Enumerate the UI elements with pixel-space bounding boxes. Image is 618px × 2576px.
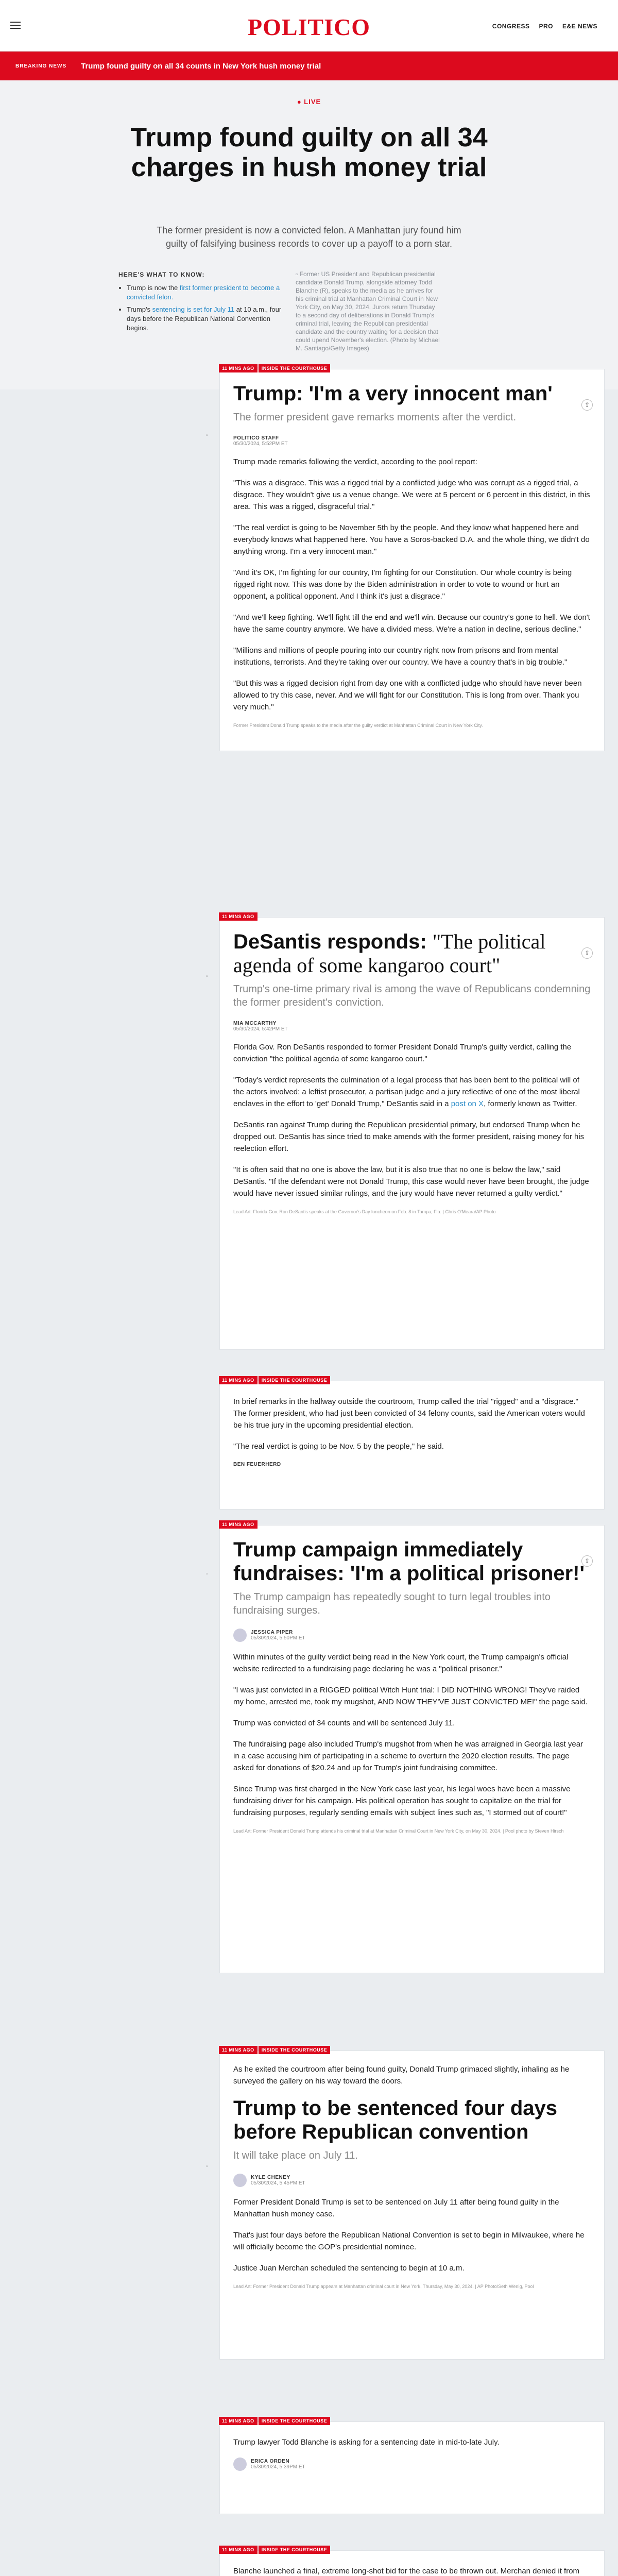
share-icon[interactable]: ⇪ xyxy=(581,399,593,411)
avatar xyxy=(233,2174,247,2187)
site-header xyxy=(0,0,618,52)
kp-link[interactable]: first former president to become a convicted felon. xyxy=(127,284,280,301)
post-date: 05/30/2024, 5:52PM ET xyxy=(233,441,288,447)
post-dek: The Trump campaign has repeatedly sought to turn legal troubles into fundraising surges. xyxy=(233,1591,551,1616)
share-icon[interactable]: ⇪ xyxy=(581,947,593,959)
post-paragraph: "It is often said that no one is above the law, but it is also true that no one is below the law," said DeSantis. "If the defendant were not Donald Trump, this case would never have been brought, the judge would have never issued similar rulings, and the jury would have never returned a guilty verdict." xyxy=(233,1165,589,1198)
post-paragraph: Florida Gov. Ron DeSantis responded to former President Donald Trump's guilty verdict, calling the conviction "the political agenda of some kangaroo court." xyxy=(233,1043,572,1063)
post-caption: Lead Art: Former President Donald Trump appears at Manhattan criminal court in New York, Thursday, May 30, 2024. | AP Photo/Seth Wenig, Pool xyxy=(233,2284,534,2289)
post-time: 11 MINS AGO xyxy=(219,912,258,921)
key-points-title: HERE'S WHAT TO KNOW: xyxy=(118,271,205,278)
hero-image-broken xyxy=(296,270,440,378)
post-time: 11 MINS AGO xyxy=(219,2417,258,2425)
post-paragraph: Former President Donald Trump is set to be sentenced on July 11 after being found guilty in the Manhattan hush money case. xyxy=(233,2198,559,2218)
nav-pro[interactable]: PRO xyxy=(539,23,553,30)
x-post-link[interactable]: post on X xyxy=(451,1099,484,1108)
post-author[interactable]: BEN FEUERHERD xyxy=(233,1462,281,1467)
post-paragraph: Blanche launched a final, extreme long-shot bid for the case to be thrown out. Merchan denied it from xyxy=(233,2567,580,2575)
post-time: 11 MINS AGO xyxy=(219,2546,258,2554)
post-time: 11 MINS AGO xyxy=(219,2046,258,2054)
post-section[interactable]: INSIDE THE COURTHOUSE xyxy=(259,1376,331,1384)
post-paragraph: "The real verdict is going to be November 5th by the people. And they know what happened here and everybody knows what happened here. You have a Soros-backed D.A. and the whole thing, we didn't do anything wrong. I'm a very innocent man." xyxy=(233,523,590,556)
post-paragraph: As he exited the courtroom after being found guilty, Donald Trump grimaced slightly, inhaling as he surveyed the gallery on his way toward the doors. xyxy=(233,2065,570,2086)
title-quote: 'I'm a political prisoner!' xyxy=(350,1562,585,1585)
text: , formerly known as Twitter. xyxy=(484,1099,577,1108)
live-post xyxy=(219,2547,605,2576)
post-author[interactable]: JESSICA PIPER xyxy=(251,1630,293,1635)
post-dek: The former president gave remarks moments after the verdict. xyxy=(233,412,517,423)
post-paragraph: "This was a disgrace. This was a rigged trial by a conflicted judge who was corrupt as a rigged trial, a disgrace. They wouldn't give us a venue change. We were at 5 percent or 6 percent in this district, in this area. This was a rigged, disgraceful trial." xyxy=(233,479,590,511)
title-part: DeSantis responds: xyxy=(233,930,433,953)
breaking-news-bar[interactable] xyxy=(0,52,618,80)
post-paragraph xyxy=(233,1074,591,1110)
top-nav xyxy=(492,23,597,30)
post-paragraph: "The real verdict is going to be Nov. 5 by the people," he said. xyxy=(233,1442,444,1451)
post-title: Trump to be sentenced four days before Republican convention xyxy=(233,2097,558,2143)
post-section[interactable]: INSIDE THE COURTHOUSE xyxy=(259,2546,331,2554)
broken-image-icon: ▫ xyxy=(296,270,298,278)
live-post xyxy=(219,2418,605,2514)
live-post xyxy=(219,1378,605,1510)
post-paragraph: In brief remarks in the hallway outside the courtroom, Trump called the trial "rigged" and a "disgrace." The former president, who had just been convicted of 34 felony counts, said the American voters would be his true jury in the upcoming presidential election. xyxy=(233,1397,585,1430)
post-paragraph: "I was just convicted in a RIGGED political Witch Hunt trial: I DID NOTHING WRONG! They've raided my home, arrested me, took my mugshot, AND NOW THEY'VE JUST CONVICTED ME!" the page said. xyxy=(233,1686,588,1706)
post-paragraph: Since Trump was first charged in the New York case last year, his legal woes have been a massive fundraising driver for his campaign. His political operation has sought to capitalize on the trial for fundraising purposes, regularly sending emails with subject lines such as, "I stormed out of court!" xyxy=(233,1785,571,1817)
kp-link[interactable]: sentencing is set for July 11 xyxy=(152,306,235,313)
post-paragraph: Trump made remarks following the verdict, according to the pool report: xyxy=(233,457,477,466)
post-date: 05/30/2024, 5:39PM ET xyxy=(251,2464,305,2470)
live-post xyxy=(219,1522,605,1973)
page-dek: The former president is now a convicted felon. A Manhattan jury found him guilty of falsifying business records to cover up a payoff to a porn star. xyxy=(157,225,461,249)
post-time: 11 MINS AGO xyxy=(219,1376,258,1384)
post-author[interactable]: KYLE CHENEY xyxy=(251,2175,290,2180)
share-icon[interactable]: ⇪ xyxy=(581,1555,593,1567)
broken-image-icon: ▫ xyxy=(206,1571,208,1577)
kp-text: at 10 a.m., four days before the Republican National Convention begins. xyxy=(127,306,282,332)
title-quote: "The political agenda of some kangaroo court" xyxy=(233,930,546,977)
post-section[interactable]: INSIDE THE COURTHOUSE xyxy=(259,2046,331,2054)
title-part: Trump campaign immediately fundraises: xyxy=(233,1538,523,1585)
post-time: 11 MINS AGO xyxy=(219,364,258,372)
post-caption: Lead Art: Florida Gov. Ron DeSantis speaks at the Governor's Day luncheon on Feb. 8 in Tampa, Fla. | Chris O'Meara/AP Photo xyxy=(233,1209,496,1214)
post-paragraph: Justice Juan Merchan scheduled the sentencing to begin at 10 a.m. xyxy=(233,2264,465,2273)
post-paragraph: "Millions and millions of people pouring into our country right now from prisons and from mental institutions, terrorists. And they're taking over our country. We have a country that's in big trouble." xyxy=(233,646,568,667)
post-paragraph: Trump was convicted of 34 counts and will be sentenced July 11. xyxy=(233,1719,455,1727)
post-paragraph: "But this was a rigged decision right from day one with a conflicted judge who should have never been allowed to try this case, never. And we will fight for our Constitution. This is long from over. Thank you very much." xyxy=(233,679,582,711)
post-dek: It will take place on July 11. xyxy=(233,2150,358,2161)
live-badge: ● LIVE xyxy=(297,98,321,106)
politico-logo[interactable]: POLITICO xyxy=(247,14,371,40)
post-time: 11 MINS AGO xyxy=(219,1520,258,1529)
post-title: Trump: 'I'm a very innocent man' xyxy=(233,382,553,405)
kp-text: Trump's xyxy=(127,306,152,313)
post-date: 05/30/2024, 5:45PM ET xyxy=(251,2180,305,2186)
live-post xyxy=(219,914,605,1350)
post-author[interactable]: MIA MCCARTHY xyxy=(233,1021,277,1026)
post-date: 05/30/2024, 5:50PM ET xyxy=(251,1635,305,1641)
live-post xyxy=(219,2047,605,2360)
post-paragraph: The fundraising page also included Trump's mugshot from when he was arraigned in Georgia last year in a case accusing him of participating in a scheme to overturn the 2020 election results. The page asked for donations of $20.24 and up for Trump's joint fundraising committee. xyxy=(233,1740,583,1772)
post-author[interactable]: POLITICO STAFF xyxy=(233,435,279,441)
avatar xyxy=(233,2458,247,2471)
nav-congress[interactable]: CONGRESS xyxy=(492,23,530,30)
key-point xyxy=(127,283,283,302)
key-point xyxy=(127,305,283,333)
post-paragraph: Trump lawyer Todd Blanche is asking for a sentencing date in mid-to-late July. xyxy=(233,2438,500,2447)
post-paragraph: That's just four days before the Republican National Convention is set to begin in Milwaukee, where he will officially become the GOP's presidential nominee. xyxy=(233,2231,585,2251)
avatar xyxy=(233,1629,247,1642)
post-paragraph: "And it's OK, I'm fighting for our country, I'm fighting for our Constitution. Our whole country is being rigged right now. This was done by the Biden administration in order to vote to wound or hurt an opponent, a political opponent. And I think it's just a disgrace." xyxy=(233,568,572,601)
kp-text: Trump is now the xyxy=(127,284,180,292)
breaking-label: BREAKING NEWS xyxy=(15,63,67,69)
hero-image-alt: Former US President and Republican presidential candidate Donald Trump, alongside attorney Todd Blanche (R), speaks to the media as he arrives for his criminal trial at Manhattan Criminal Court in New York City, on May 30, 2024. Jurors return Thursday to a second day of deliberations in Donald Trump's criminal trial, leaving the Republican presidential candidate and the country waiting for a decision that could upend November's election. (Photo by Michael M. Santiago/Getty Images) xyxy=(296,270,440,352)
broken-image-icon: ▫ xyxy=(206,974,208,979)
post-section[interactable]: INSIDE THE COURTHOUSE xyxy=(259,364,331,372)
breaking-headline[interactable]: Trump found guilty on all 34 counts in New York hush money trial xyxy=(81,61,321,71)
post-paragraph: Within minutes of the guilty verdict being read in the New York court, the Trump campaign's official website redirected to a fundraising page declaring he was a "political prisoner." xyxy=(233,1653,569,1673)
page-title: Trump found guilty on all 34 charges in hush money trial xyxy=(130,123,488,182)
live-post xyxy=(219,366,605,751)
post-author[interactable]: ERICA ORDEN xyxy=(251,2459,290,2464)
broken-image-icon: ▫ xyxy=(206,2164,208,2170)
post-paragraph: DeSantis ran against Trump during the Republican presidential primary, but endorsed Trump when he dropped out. DeSantis has since tried to make amends with the former president, raising money for his reelection effort. xyxy=(233,1121,585,1153)
nav-ee-news[interactable]: E&E NEWS xyxy=(562,23,597,30)
text: "Today's verdict represents the culmination of a legal process that has been bent to the political will of the actors involved: a leftist prosecutor, a partisan judge and a jury reflective of one of the most liberal enclaves in the effort to 'get' Donald Trump," DeSantis said in a xyxy=(233,1076,580,1108)
post-title xyxy=(233,930,591,977)
post-date: 05/30/2024, 5:42PM ET xyxy=(233,1026,288,1032)
broken-image-icon: ▫ xyxy=(206,433,208,438)
post-caption: Former President Donald Trump speaks to the media after the guilty verdict at Manhattan Criminal Court in New York City. xyxy=(233,723,483,728)
post-paragraph: "And we'll keep fighting. We'll fight till the end and we'll win. Because our country's gone to hell. We don't have the same country anymore. We have a divided mess. We're a nation in decline, serious decline." xyxy=(233,613,590,634)
key-points xyxy=(118,270,283,336)
post-dek: Trump's one-time primary rival is among the wave of Republicans condemning the former president's conviction. xyxy=(233,984,591,1008)
post-title xyxy=(233,1538,591,1585)
post-caption: Lead Art: Former President Donald Trump attends his criminal trial at Manhattan Criminal Court in New York City, on May 30, 2024. | Pool photo by Steven Hirsch xyxy=(233,1828,564,1834)
post-section[interactable]: INSIDE THE COURTHOUSE xyxy=(259,2417,331,2425)
